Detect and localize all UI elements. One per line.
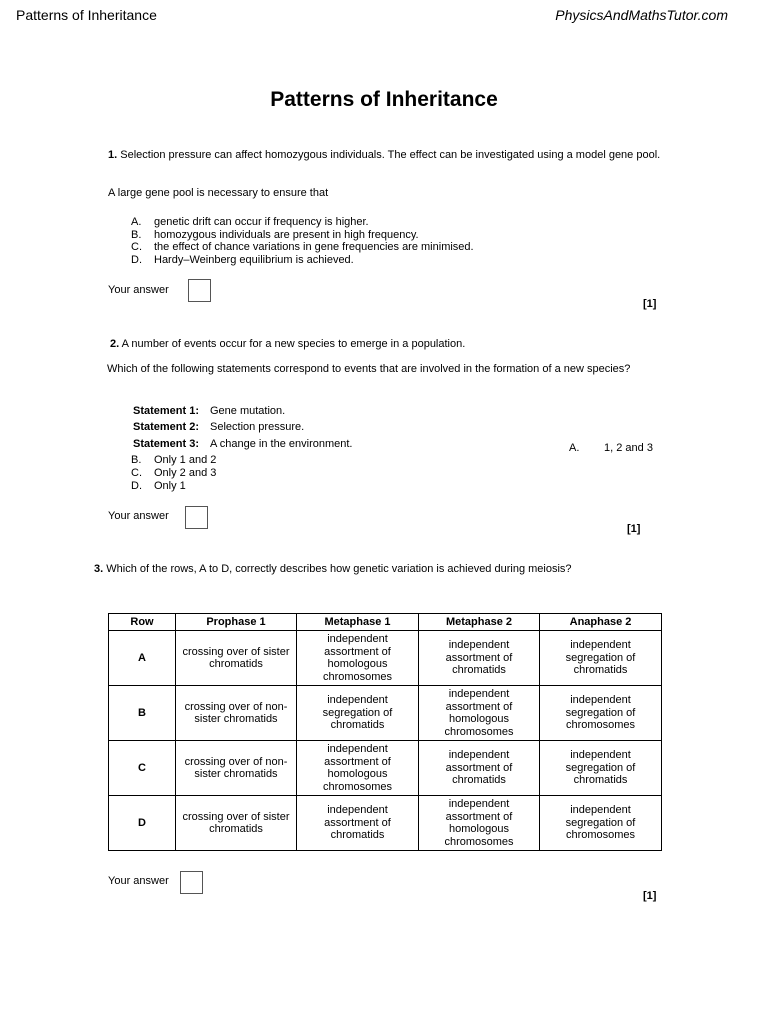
table-header-cell: Prophase 1	[176, 614, 297, 631]
q3-answer-box[interactable]	[180, 871, 203, 894]
table-cell-row-label: D	[109, 796, 176, 851]
q2-option-a: A. 1, 2 and 3	[569, 442, 653, 454]
table-row	[109, 741, 662, 796]
table-cell: independent segregation of chromatids	[297, 686, 419, 741]
q3-answer-label: Your answer	[108, 875, 169, 887]
q2-answer-box[interactable]	[185, 506, 208, 529]
table-cell-row-label: A	[109, 631, 176, 686]
table-cell: independent assortment of homologous chromosomes	[419, 796, 540, 851]
table-header-cell: Row	[109, 614, 176, 631]
q2-number: 2.	[110, 338, 120, 350]
table-cell: independent segregation of chromosomes	[540, 796, 662, 851]
q3-stem	[94, 563, 572, 576]
meiosis-table	[108, 613, 662, 851]
page-title: Patterns of Inheritance	[270, 88, 498, 111]
table-row	[109, 631, 662, 686]
table-cell: crossing over of sister chromatids	[176, 796, 297, 851]
table-cell: crossing over of non-sister chromatids	[176, 686, 297, 741]
q1-answer-label: Your answer	[108, 284, 169, 296]
q2-answer-label: Your answer	[108, 510, 169, 522]
table-row	[109, 686, 662, 741]
header-right-site: PhysicsAndMathsTutor.com	[555, 7, 728, 23]
q1-number: 1.	[108, 149, 118, 161]
q3-stem-text: Which of the rows, A to D, correctly describes how genetic variation is achieved during meiosis?	[106, 563, 572, 575]
table-cell-row-label: B	[109, 686, 176, 741]
table-cell: independent assortment of homologous chromosomes	[297, 631, 419, 686]
q3-marks: [1]	[643, 890, 657, 902]
table-cell: independent assortment of chromatids	[419, 631, 540, 686]
table-cell: crossing over of non-sister chromatids	[176, 741, 297, 796]
table-header-row	[109, 614, 662, 631]
q1-marks: [1]	[643, 298, 657, 310]
table-cell: independent segregation of chromatids	[540, 741, 662, 796]
q2-statement-3: Statement 3: A change in the environment.	[133, 438, 353, 450]
q1-stem-text: Selection pressure can affect homozygous individuals. The effect can be investigated using a model gene pool.	[120, 149, 661, 161]
q2-stem-text: A number of events occur for a new species to emerge in a population.	[121, 338, 466, 350]
q2-statement-2: Statement 2: Selection pressure.	[133, 421, 305, 433]
table-cell: crossing over of sister chromatids	[176, 631, 297, 686]
q1-lead: A large gene pool is necessary to ensure that	[108, 187, 329, 199]
table-cell: independent segregation of chromatids	[540, 631, 662, 686]
q2-marks: [1]	[627, 523, 641, 535]
q2-lead: Which of the following statements correspond to events that are involved in the formation of a new species?	[107, 363, 631, 375]
table-cell: independent assortment of homologous chromosomes	[297, 741, 419, 796]
table-cell: independent segregation of chromosomes	[540, 686, 662, 741]
table-cell: independent assortment of chromatids	[419, 741, 540, 796]
table-header-cell: Anaphase 2	[540, 614, 662, 631]
q1-answer-box[interactable]	[188, 279, 211, 302]
table-row	[109, 796, 662, 851]
q1-stem	[108, 149, 668, 162]
table-cell: independent assortment of homologous chromosomes	[419, 686, 540, 741]
q2-stem	[110, 338, 465, 351]
q2-statement-1: Statement 1: Gene mutation.	[133, 405, 286, 417]
header-left-title: Patterns of Inheritance	[16, 7, 157, 23]
table-cell: independent assortment of chromatids	[297, 796, 419, 851]
table-header-cell: Metaphase 2	[419, 614, 540, 631]
q3-number: 3.	[94, 563, 104, 575]
table-header-cell: Metaphase 1	[297, 614, 419, 631]
table-cell-row-label: C	[109, 741, 176, 796]
